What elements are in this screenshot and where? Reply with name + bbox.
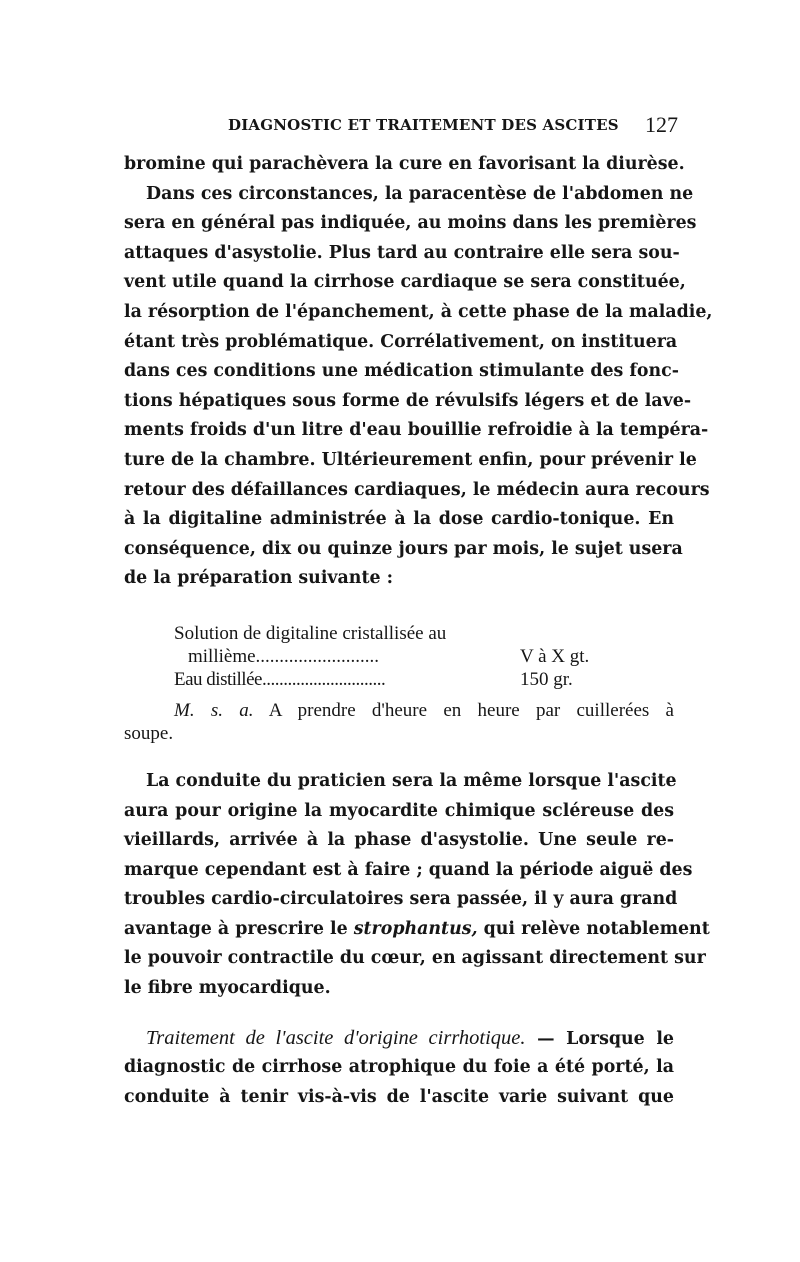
text-line: attaques d'asystolie. Plus tard au contraire elle sera sou-: [124, 242, 680, 263]
text-line: étant très problématique. Corrélativement, on instituera: [124, 331, 678, 352]
prescription-quantity: V à X gt.: [520, 645, 590, 667]
text-line: diagnostic de cirrhose atrophique du foie a été porté, la: [124, 1057, 674, 1078]
paragraph-2: [124, 767, 710, 1004]
text-line: [124, 1024, 674, 1054]
text-line: aura pour origine la myocardite chimique scléreuse des: [124, 800, 674, 821]
prescription-abbreviation: M. s. a.: [174, 699, 254, 721]
text-line: vent utile quand la cirrhose cardiaque se sera constituée,: [124, 272, 686, 293]
text-line: à la digitaline administrée à la dose cardio-tonique. En: [124, 509, 674, 530]
text-line: troubles cardio-circulatoires sera passée, il y aura grand: [124, 889, 678, 910]
prescription-quantity: 150 gr.: [520, 668, 573, 690]
text-line: conséquence, dix ou quinze jours par mois, le sujet usera: [124, 538, 683, 559]
text-line: sera en général pas indiquée, au moins dans les premières: [124, 213, 697, 234]
text-line: ments froids d'un litre d'eau bouillie refroidie à la tempéra-: [124, 420, 709, 441]
running-title: DIAGNOSTIC ET TRAITEMENT DES ASCITES: [228, 116, 619, 134]
text-line: Dans ces circonstances, la paracentèse de l'abdomen ne: [146, 183, 694, 204]
text-line: dans ces conditions une médication stimulante des fonc-: [124, 361, 679, 382]
prescription-item: Solution de digitaline cristallisée au: [174, 622, 447, 644]
body-text: [124, 150, 713, 1112]
text-line: vieillards, arrivée à la phase d'asystolie. Une seule re-: [124, 830, 674, 851]
text-fragment: — Lorsque le: [525, 1028, 675, 1049]
text-line: le fibre myocardique.: [124, 978, 331, 999]
section-title: Traitement de l'ascite d'origine cirrhotique.: [146, 1026, 526, 1049]
prescription-note-cont: soupe.: [124, 722, 174, 744]
page-number: 127: [645, 112, 678, 137]
text-fragment: qui relève notablement: [477, 918, 710, 939]
italic-term: strophantus,: [353, 918, 478, 939]
prescription-item: Eau distillée.............................: [174, 668, 386, 690]
text-line: retour des défaillances cardiaques, le médecin aura recours: [124, 479, 710, 500]
text-line: [124, 915, 710, 945]
text-fragment: avantage à prescrire le: [124, 918, 354, 939]
prescription-item-cont: millième..........................: [188, 645, 380, 667]
prescription-block: [124, 622, 674, 745]
text-line: ture de la chambre. Ultérieurement enfin, pour prévenir le: [124, 449, 697, 470]
prescription-note: [124, 699, 674, 722]
paragraph-3: [124, 1024, 674, 1113]
text-line: La conduite du praticien sera la même lorsque l'ascite: [146, 770, 677, 791]
text-line: marque cependant est à faire ; quand la période aiguë des: [124, 859, 693, 880]
text-line: le pouvoir contractile du cœur, en agissant directement sur: [124, 948, 706, 969]
text-line: bromine qui parachèvera la cure en favorisant la diurèse.: [124, 154, 685, 174]
text-line: tions hépatiques sous forme de révulsifs légers et de lave-: [124, 390, 692, 411]
text-line: conduite à tenir vis-à-vis de l'ascite varie suivant que: [124, 1086, 674, 1107]
prescription-note-text: A prendre d'heure en heure par cuillerées à: [253, 699, 674, 721]
page-header: [124, 112, 680, 142]
text-line: la résorption de l'épanchement, à cette phase de la maladie,: [124, 301, 713, 322]
text-line: de la préparation suivante :: [124, 568, 394, 589]
paragraph-1: [124, 150, 713, 594]
